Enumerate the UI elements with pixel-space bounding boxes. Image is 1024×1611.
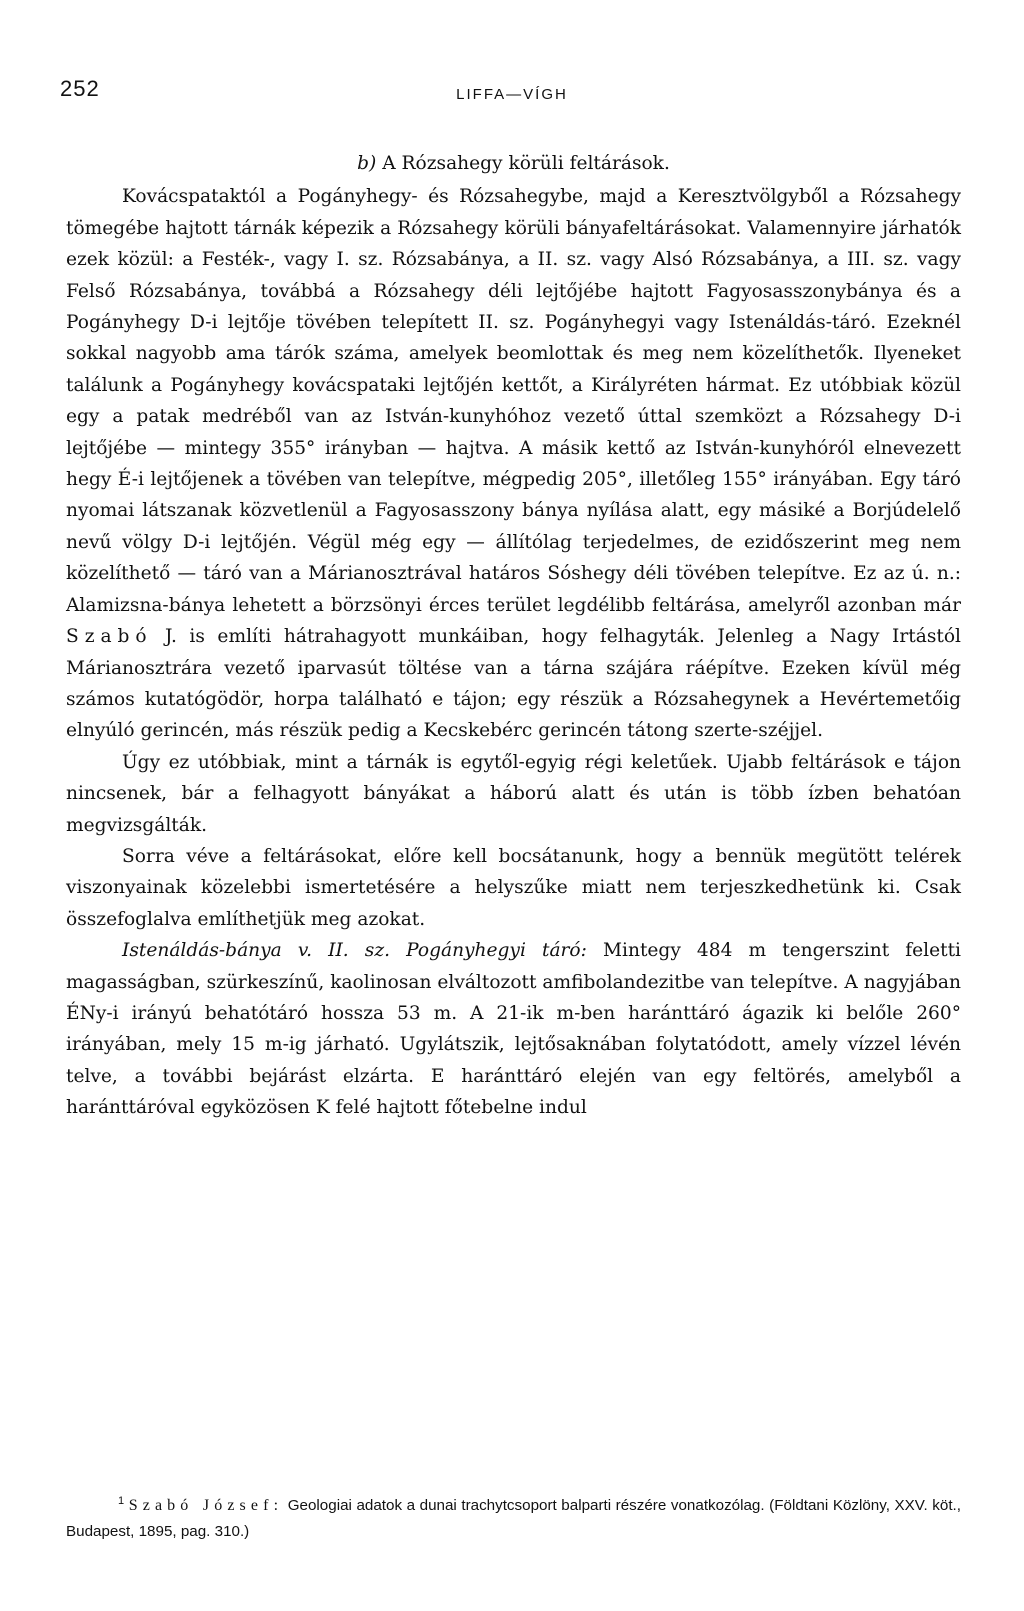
paragraph-3-text: Sorra véve a feltárásokat, előre kell bocsátanunk, hogy a bennük megütött telérek viszonyainak közelebbi ismertetésére a helyszűke miatt nem terjeszkedhetünk ki. Csak összefoglalva említhetjük meg azokat. — [66, 845, 961, 930]
paragraph-4-text: Mintegy 484 m tengerszint feletti magasságban, szürkeszínű, kaolinosan elváltozott amfibolandezitbe van telepítve. A nagyjában ÉNy-i irányú behatótáró hossza 53 m. A 21-ik m-ben haránttáró ágazik ki belőle 260° irányában, mely 15 m-ig járható. Ugylátszik, lejtősaknában folytatódott, amely vízzel lévén telve, a további bejárást elzárta. E haránttáró elején van egy feltörés, amelyből a haránttáróval egyközösen K felé hajtott főtebelne indul — [66, 940, 961, 1119]
paragraph-1-author: Szabó — [66, 626, 153, 648]
paragraph-1-text: Kovácspataktól a Pogányhegy- és Rózsahegybe, majd a Keresztvölgyből a Rózsahegy tömegébe hajtott tárnák képezik a Rózsahegy körüli bányafeltárásokat. Valamennyire járhatók ezek közül: a Festék-, vagy I. sz. Rózsabánya, a II. sz. vagy Alsó Rózsabánya, a III. sz. vagy Felső Rózsabánya, továbbá a Rózsahegy déli lejtőjébe hajtott Fagyosasszonybánya és a Pogányhegy D-i lejtője tövében telepített II. sz. Pogányhegyi vagy Istenáldás-táró. Ezeknél sokkal nagyobb ama tárók száma, amelyek beomlottak és meg nem közelíthetők. Ilyeneket találunk a Pogányhegy kovácspataki lejtőjén kettőt, a Királyréten hármat. Ez utóbbiak közül egy a patak medréből van az István-kunyhóhoz vezető úttal szemközt a Rózsahegy D-i lejtőjébe — mintegy 355° irányban — hajtva. A másik kettő az István-kunyhóról elnevezett hegy É-i lejtőjenek a tövében van telepítve, mégpedig 205°, illetőleg 155° irányában. Egy táró nyomai látszanak közvetlenül a Fagyosasszony bánya nyílása alatt, egy másiké a Borjúdelelő nevű völgy D-i lejtőjén. Végül még egy — állítólag terjedelmes, de ezidőszerint meg nem közelíthető — táró van a Márianosztrával határos Sóshegy déli tövében telepítve. Ez az ú. n.: Alamizsna-bánya lehetett a börzsönyi érces terület legdélibb feltárása, amelyről azonban már — [66, 186, 961, 616]
section-heading — [66, 148, 961, 179]
footnote-marker: 1 — [118, 1495, 125, 1507]
section-letter: b) — [357, 153, 377, 174]
page-number: 252 — [60, 76, 100, 101]
paragraph-3 — [66, 841, 961, 935]
paragraph-2 — [66, 747, 961, 841]
paragraph-2-text: Úgy ez utóbbiak, mint a tárnák is egytől-egyig régi keletűek. Ujabb feltárások e tájon nincsenek, bár a felhagyott bányákat a háború alatt és után is több ízben behatóan megvizsgálták. — [66, 751, 961, 836]
footnote-author: Szabó József: — [128, 1497, 284, 1515]
paragraph-1-text-after: J. is említi hátrahagyott munkáiban, hogy felhagyták. Jelenleg a Nagy Irtástól Márianosztrára vezető iparvasút töltése van a tárna szájára ráépítve. Ezeken kívül még számos kutatógödör, horpa található e tájon; egy részük a Rózsahegynek a Hevértemetőig elnyúló gerincén, más részük pedig a Kecskebérc gerincén tátong szerte-széjjel. — [66, 626, 961, 742]
running-head: LIFFA—VÍGH — [456, 86, 568, 103]
body-text — [66, 148, 961, 1124]
section-title: A Rózsahegy körüli feltárások. — [382, 153, 670, 174]
footnote-text: Geologiai adatok a dunai trachytcsoport balparti részére vonatkozólag. (Földtani Közlöny, XXV. köt., Budapest, 1895, pag. 310.) — [66, 1497, 961, 1541]
paragraph-4 — [66, 935, 961, 1123]
paragraph-4-italic-lead: Istenáldás-bánya v. II. sz. Pogányhegyi táró: — [122, 940, 587, 962]
paragraph-1 — [66, 181, 961, 746]
footnote — [66, 1488, 961, 1545]
